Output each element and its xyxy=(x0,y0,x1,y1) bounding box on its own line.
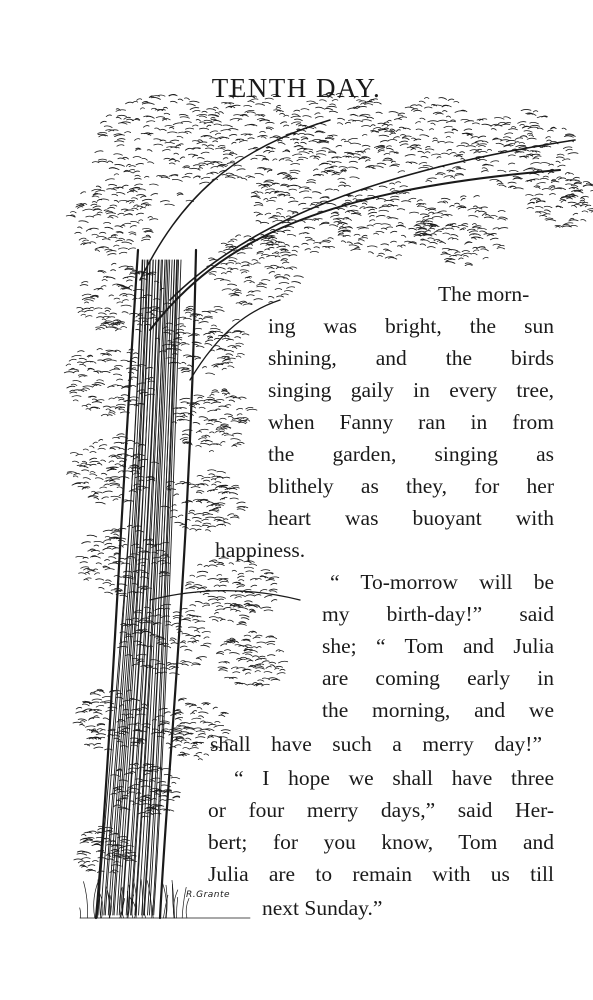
text-line: shall have such a merry day!” xyxy=(210,732,542,756)
text-line: “ I hope we shall have three xyxy=(234,766,554,790)
text-line: The morn- xyxy=(438,282,530,306)
text-line: shining, and the birds xyxy=(268,346,554,370)
text-line: next Sunday.” xyxy=(262,896,383,920)
text-line: Julia are to remain with us till xyxy=(208,862,554,886)
text-line: are coming early in xyxy=(322,666,554,690)
text-line: she; “ Tom and Julia xyxy=(322,634,554,658)
text-line: bert; for you know, Tom and xyxy=(208,830,554,854)
text-line: singing gaily in every tree, xyxy=(268,378,554,402)
text-line: “ To-morrow will be xyxy=(330,570,554,594)
text-line: ing was bright, the sun xyxy=(268,314,554,338)
text-line: or four merry days,” said Her- xyxy=(208,798,554,822)
text-line: blithely as they, for her xyxy=(268,474,554,498)
text-line: when Fanny ran in from xyxy=(268,410,554,434)
text-line: the morning, and we xyxy=(322,698,554,722)
text-line: the garden, singing as xyxy=(268,442,554,466)
text-line: heart was buoyant with xyxy=(268,506,554,530)
text-line: happiness. xyxy=(215,538,306,562)
chapter-title: TENTH DAY. xyxy=(211,73,382,103)
artist-signature: R.Grante xyxy=(186,890,231,900)
text-line: my birth-day!” said xyxy=(322,602,554,626)
